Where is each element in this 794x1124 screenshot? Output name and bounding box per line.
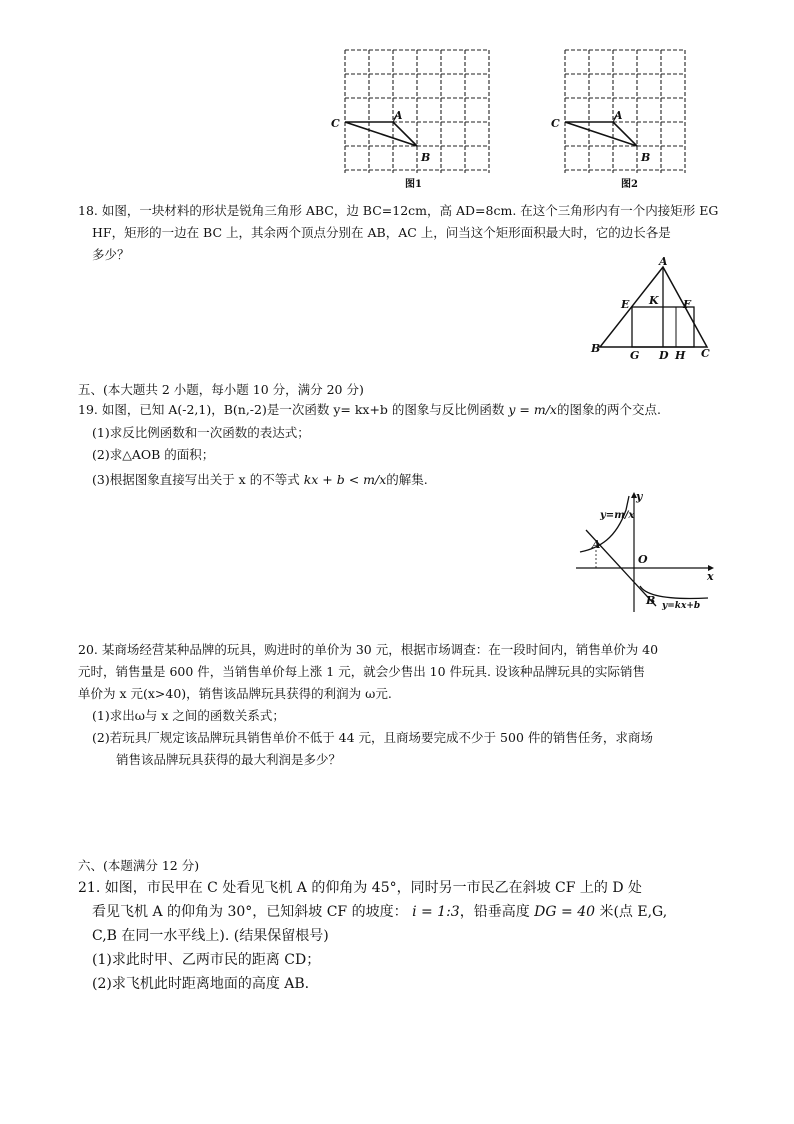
q18-line-3: 多少？ (92, 247, 130, 262)
tri-label-a: A (659, 255, 668, 268)
grid-figure-1 (325, 45, 505, 195)
graph-label-a: A (592, 538, 601, 551)
q20-line-1: 20. 某商场经营某种品牌的玩具，购进时的单价为 30 元，根据市场调查：在一段时间内，销售单价为 40 (78, 642, 659, 657)
q19-part-1: (1)求反比例函数和一次函数的表达式； (92, 425, 310, 440)
q19-line1-text-b: 的图象的两个交点. (557, 402, 661, 417)
fig2-caption: 图2 (621, 179, 638, 190)
tri-label-f: F (683, 298, 691, 311)
graph-label-line: y=kx+b (662, 601, 701, 611)
q20-line-3: 单价为 x 元(x>40)，销售该品牌玩具获得的利润为 ω元. (78, 686, 392, 701)
q19-part-2: (2)求△AOB 的面积； (92, 447, 215, 462)
q18-line-2: HF，矩形的一边在 BC 上，其余两个顶点分别在 AB，AC 上，问当这个矩形面积最大时，它的边长各是 (92, 225, 671, 240)
section-6-heading: 六、(本题满分 12 分) (78, 858, 200, 873)
fig1-label-c: C (331, 117, 340, 130)
fig2-label-a: A (614, 109, 623, 122)
q19-line1-text-a: 19. 如图，已知 A(-2,1)，B(n,-2)是一次函数 y= kx+b 的图象与反比例函数 (78, 402, 505, 417)
tri-label-b: B (591, 342, 601, 355)
fig2-label-b: B (641, 151, 651, 164)
q19-part3-text-b: 的解集. (386, 472, 428, 487)
tri-label-e: E (621, 298, 630, 311)
q21-line2-text-c: 米(点 E,G, (599, 904, 668, 920)
grid-figure-2 (545, 45, 725, 195)
q21-part-1: (1)求此时甲、乙两市民的距离 CD； (92, 952, 321, 968)
q21-line-1: 21. 如图，市民甲在 C 处看见飞机 A 的仰角为 45°，同时另一市民乙在斜坡 CF 上的 D 处 (78, 880, 643, 896)
q21-part-2: (2)求飞机此时距离地面的高度 AB. (92, 976, 310, 992)
function-graph-figure (572, 490, 717, 615)
q19-part-3 (92, 472, 428, 488)
graph-label-y-axis: y (636, 490, 643, 503)
q21-line2-text-a: 看见飞机 A 的仰角为 30°，已知斜坡 CF 的坡度： (92, 904, 408, 920)
q21-line2-math-2: DG = 40 (534, 904, 596, 920)
q21-line-3: C,B 在同一水平线上). (结果保留根号) (92, 928, 329, 944)
tri-label-h: H (675, 349, 686, 362)
tri-label-k: K (649, 294, 659, 307)
q21-line2-math-1: i = 1:3 (412, 904, 460, 920)
tri-label-g: G (630, 349, 640, 362)
graph-label-x-axis: x (707, 570, 714, 583)
q21-line-2 (92, 902, 667, 922)
triangle-rectangle-figure (585, 255, 715, 365)
q20-part-1: (1)求出ω与 x 之间的函数关系式； (92, 708, 285, 723)
q21-line2-text-b: ，铅垂高度 (459, 904, 530, 920)
q18-line-1: 18. 如图，一块材料的形状是锐角三角形 ABC，边 BC=12cm，高 AD=8cm. 在这个三角形内有一个内接矩形 EG (78, 203, 719, 218)
fig2-label-c: C (551, 117, 560, 130)
section-5-heading: 五、(本大题共 2 小题，每小题 10 分，满分 20 分) (78, 382, 364, 397)
graph-label-hyperbola: y=m/x (600, 510, 635, 521)
fig1-caption: 图1 (405, 179, 422, 190)
graph-label-b: B (646, 594, 656, 607)
fig1-label-a: A (394, 109, 403, 122)
q19-part3-text-a: (3)根据图象直接写出关于 x 的不等式 (92, 472, 300, 487)
q19-part3-math: kx + b < m/x (303, 472, 387, 487)
q19-line1-math: y = m/x (508, 402, 557, 417)
q20-part-2-line-2: 销售该品牌玩具获得的最大利润是多少？ (116, 752, 342, 767)
graph-label-origin: O (638, 553, 648, 566)
q20-part-2-line-1: (2)若玩具厂规定该品牌玩具销售单价不低于 44 元，且商场要完成不少于 500 件的销售任务，求商场 (92, 730, 653, 745)
tri-label-d: D (659, 349, 669, 362)
tri-label-c: C (701, 347, 710, 360)
fig1-label-b: B (421, 151, 431, 164)
q20-line-2: 元时，销售量是 600 件，当销售单价每上涨 1 元，就会少售出 10 件玩具. 设该种品牌玩具的实际销售 (78, 664, 646, 679)
q19-line-1 (78, 402, 661, 418)
